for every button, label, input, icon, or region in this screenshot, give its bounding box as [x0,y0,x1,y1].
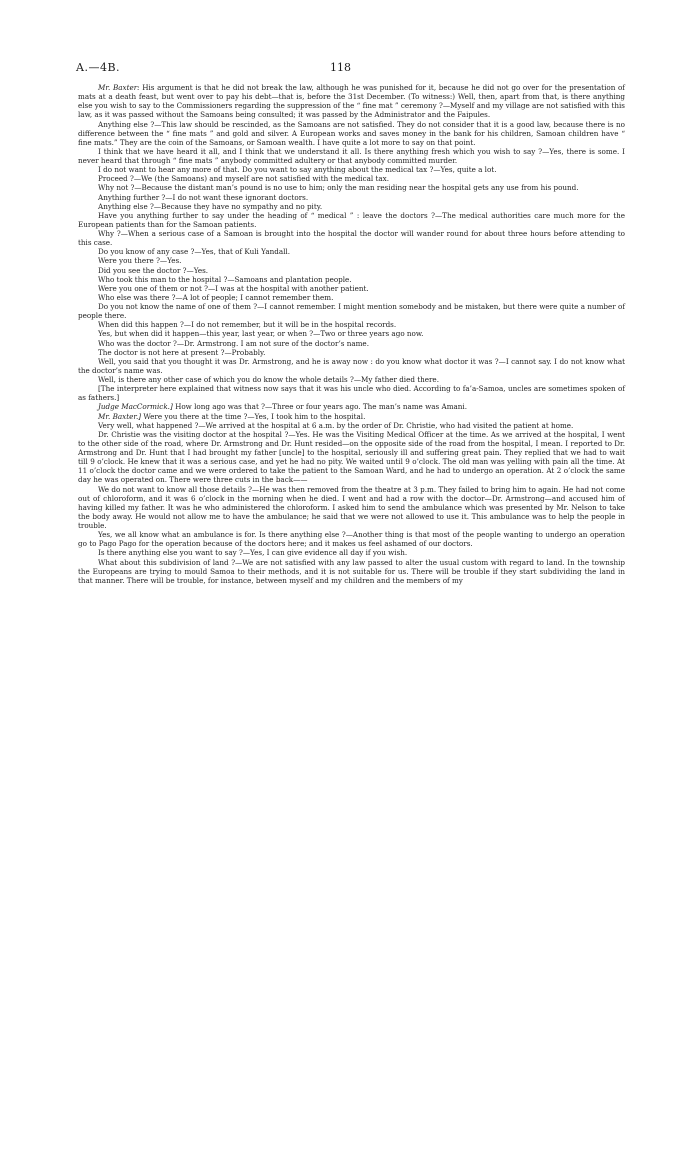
transcript-paragraph [78,558,625,585]
paragraph-text: Who was the doctor ?—Dr. Armstrong. I am not sure of the doctor’s name. [98,338,369,348]
transcript-paragraph [78,183,625,192]
paragraph-text: I think that we have heard it all, and I think that we understand it all. Is there anything fresh which you wish to say ?—Yes, there is some. I never heard that through “ fine mats ” anybody committed adultery or that anybody committed murder. [78,146,625,165]
paragraph-text: The doctor is not here at present ?—Probably. [98,347,266,357]
speaker-label: Mr. Baxter.] [98,411,142,421]
transcript-paragraph [78,229,625,247]
transcript-paragraph [78,320,625,329]
paragraph-text: Were you one of them or not ?—I was at the hospital with another patient. [98,283,369,293]
transcript-paragraph [78,329,625,338]
transcript-paragraph [78,421,625,430]
transcript-paragraph [78,357,625,375]
paragraph-text: Do you know of any case ?—Yes, that of Kuli Yandall. [98,247,291,257]
paragraph-text: Why not ?—Because the distant man’s pound is no use to him; only the man residing near the hospital gets any use from his pound. [98,183,579,193]
paragraph-text: We do not want to know all those details ?—He was then removed from the theatre at 3 p.m. They failed to bring him to again. He had not come out of chloroform, and it was 6 o’clock in the morning when he died. I went and had a row with the doctor—Dr. Armstrong—and accused him of having killed my father. It was he who administered the chloroform. I asked him to send the ambulance which was presented by Mr. Nelson to take the body away. He would not allow me to have the ambulance; he said that we were not allowed to use it. This ambulance was to help the people in trouble. [78,484,625,530]
transcript-paragraph [78,193,625,202]
paragraph-text: Is there anything else you want to say ?—Yes, I can give evidence all day if you wish. [98,548,408,558]
document-code: A.—4B. [76,61,121,74]
paragraph-text: Did you see the doctor ?—Yes. [98,265,209,275]
transcript-paragraph [78,293,625,302]
paragraph-text: Why ?—When a serious case of a Samoan is brought into the hospital the doctor will wander round for about three hours before attending to this case. [78,229,625,248]
transcript-paragraph [78,120,625,147]
paragraph-text: When did this happen ?—I do not remember, but it will be in the hospital records. [98,320,397,330]
paragraph-text: His argument is that he did not break the law, although he was punished for it, because he did not go over for the presentation of mats at a death feast, but went over to pay his debt—that is, before the 31st December. (To witness:) Well, then, apart from that, is there anything else you wish to say to the Commissioners regarding the suppression of the “ fine mat ” ceremony ?—Myself and my village are not satisfied with this law, as it was passed without the Samoans being consulted; it was passed by the Administrator and the Faipules. [78,83,625,120]
page-number: 118 [330,61,351,74]
paragraph-text: Who took this man to the hospital ?—Samoans and plantation people. [98,274,352,284]
paragraph-text: Were you there ?—Yes. [98,256,182,266]
transcript-paragraph [78,284,625,293]
transcript-paragraph [78,339,625,348]
paragraph-text: Anything else ?—Because they have no sympathy and no pity. [98,201,323,211]
transcript-paragraph [78,174,625,183]
paragraph-text: Very well, what happened ?—We arrived at the hospital at 6 a.m. by the order of Dr. Christie, who had visited the patient at home. [98,420,574,430]
transcript-paragraph [78,548,625,557]
transcript-paragraph [78,83,625,120]
paragraph-text: Yes, but when did it happen—this year, last year, or when ?—Two or three years ago now. [98,329,424,339]
paragraph-text: Anything else ?—This law should be rescinded, as the Samoans are not satisfied. They do not consider that it is a good law, because there is no difference between the “ fine mats ” and gold and silver. A European works and saves money in the bank for his children, Samoan children have “ fine mats.” They are the coin of the Samoans, or Samoan wealth. I have quite a lot more to say on that point. [78,119,625,147]
paragraph-text: How long ago was that ?—Three or four years ago. The man’s name was Amani. [175,402,468,412]
transcript-paragraph [78,302,625,320]
paragraph-text: Have you anything further to say under the heading of “ medical ” : leave the doctors ?—The medical authorities care much more for the European patients than for the Samoan patients. [78,210,625,229]
paragraph-text: Yes, we all know what an ambulance is for. Is there anything else ?—Another thing is that most of the people wanting to undergo an operation go to Pago Pago for the operation because of the doctors here; and it makes us feel ashamed of our doctors. [78,530,625,549]
paragraph-text: I do not want to hear any more of that. Do you want to say anything about the medical tax ?—Yes, quite a lot. [98,165,497,175]
transcript-paragraph [78,247,625,256]
transcript-paragraph [78,266,625,275]
transcript-paragraph [78,384,625,402]
speaker-label: Mr. Baxter: [98,83,140,92]
paragraph-text: What about this subdivision of land ?—We are not satisfied with any law passed to alter the usual custom with regard to land. In the township the Europeans are trying to mould Samoa to their methods, and it is not suitable for us. There will be trouble if they start subdividing the land in that manner. There will be trouble, for instance, between myself and my children and the members of my [78,557,625,585]
transcript-paragraph [78,485,625,531]
transcript-paragraph [78,348,625,357]
transcript-paragraph [78,275,625,284]
transcript-paragraph [78,147,625,165]
paragraph-text: Who else was there ?—A lot of people; I cannot remember them. [98,292,334,302]
transcript-paragraph [78,256,625,265]
paragraph-text: [The interpreter here explained that witness now says that it was his uncle who died. According to fa’a-Samoa, uncles are sometimes spoken of as fathers.] [78,384,625,403]
paragraph-text: Dr. Christie was the visiting doctor at the hospital ?—Yes. He was the Visiting Medical Officer at the time. As we arrived at the hospital, I went to the other side of the road, where Dr. Armstrong and Dr. Hunt resided—on the opposite side of the road from the hospital, I mean. I reported to Dr. Armstrong and Dr. Hunt that I had brought my father [uncle] to the hospital, seriously ill and suffering great pain. They replied that we had to wait till 9 o’clock. He knew that it was a serious case, and yet he had no pity. We waited until 9 o’clock. The old man was yelling with pain all the time. At 11 o’clock the doctor came and we were ordered to take the patient to the Samoan Ward, and he had to undergo an operation. At 2 o’clock the same day he was operated on. There were three cuts in the back—— [78,429,625,485]
paragraph-text: Well, you said that you thought it was Dr. Armstrong, and he is away now : do you know what doctor it was ?—I cannot say. I do not know what the doctor’s name was. [78,356,625,375]
transcript-paragraph [78,430,625,485]
transcript-paragraph [78,412,625,421]
transcript-paragraph [78,202,625,211]
transcript-paragraph [78,530,625,548]
paragraph-text: Well, is there any other case of which you do know the whole details ?—My father died there. [98,375,439,384]
paragraph-text: Were you there at the time ?—Yes, I took him to the hospital. [143,411,366,421]
transcript-body [78,83,625,585]
paragraph-text: Anything further ?—I do not want these ignorant doctors. [98,192,309,202]
transcript-paragraph [78,402,625,411]
paragraph-text: Do you not know the name of one of them ?—I cannot remember. I might mention somebody and be mistaken, but there were quite a number of people there. [78,302,625,321]
page-header [76,61,624,75]
transcript-paragraph [78,211,625,229]
transcript-paragraph [78,165,625,174]
speaker-label: Judge MacCormick.] [98,402,173,412]
paragraph-text: Proceed ?—We (the Samoans) and myself are not satisfied with the medical tax. [98,174,390,184]
transcript-paragraph [78,375,625,384]
